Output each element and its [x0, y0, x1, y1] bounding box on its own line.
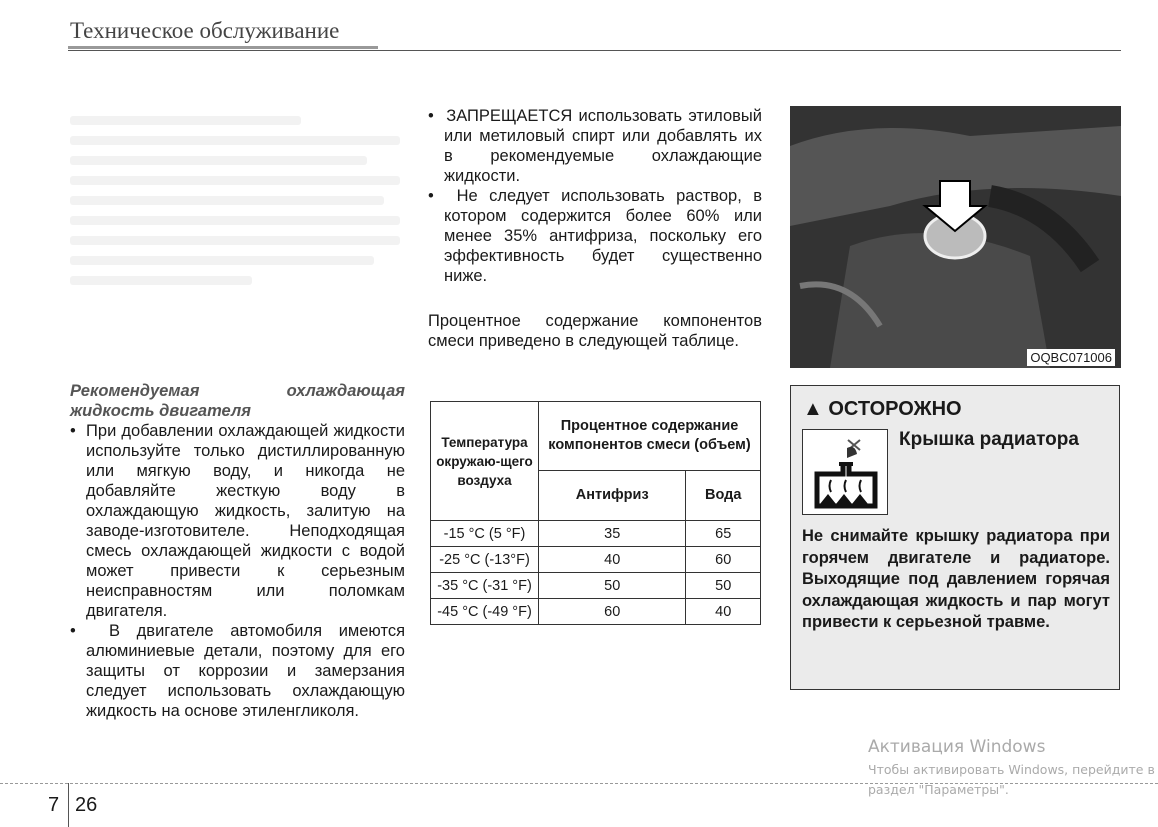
bullet-item: • Не следует использовать раствор, в котором содержится более 60% или менее 35% антифриза, поскольку его эффективность будет существенно ниже. — [428, 187, 762, 285]
coolant-table — [430, 401, 761, 625]
cell-water: 50 — [686, 573, 761, 599]
warning-title: ОСТОРОЖНО — [828, 398, 962, 420]
page-number: 26 — [75, 794, 98, 816]
bullet-text: В двигателе автомобиля имеются алюминиевые детали, поэтому для его защиты от коррозии и замерзания следует использовать охлаждающую жидкость на основе этиленгликоля. — [86, 622, 406, 720]
bullet-item: • ЗАПРЕЩАЕТСЯ использовать этиловый или метиловый спирт или добавлять их в рекомендуемые охлаждающие жидкости. — [428, 107, 762, 185]
table-intro: Процентное содержание компонентов смеси приведено в следующей таблице. — [428, 312, 762, 350]
table-row — [431, 573, 761, 599]
cell-water: 65 — [686, 521, 761, 547]
warning-heading — [803, 398, 962, 421]
table-row — [431, 547, 761, 573]
activation-title: Активация Windows — [868, 737, 1046, 757]
col-antifreeze-header: Антифриз — [539, 471, 686, 521]
middle-column — [428, 106, 762, 351]
group-header: Процентное содержание компонентов смеси (объем) — [539, 402, 761, 471]
left-column — [70, 381, 405, 721]
warning-subtitle: Крышка радиатора — [899, 429, 1079, 450]
table-row — [431, 599, 761, 625]
bullet-item: • В двигателе автомобиля имеются алюминиевые детали, поэтому для его защиты от коррозии и замерзания следует использовать охлаждающую жидкость на основе этиленгликоля. — [70, 622, 406, 720]
table-row — [431, 521, 761, 547]
bullet-text: При добавлении охлаждающей жидкости используйте только дистиллированную или мягкую воду, и никогда не добавляйте жесткую воду в охлаждающую жидкость, залитую на заводе-изготовителе. Неподходящая смесь охлаждающей жидкости с водой может привести к серьезным неисправностям или поломкам двигателя. — [86, 422, 406, 620]
page-header-title: Техническое обслуживание — [70, 18, 340, 43]
engine-illustration — [790, 106, 1121, 368]
engine-photo — [790, 106, 1121, 368]
cell-water: 60 — [686, 547, 761, 573]
header-accent — [68, 46, 378, 49]
activation-line1: Чтобы активировать Windows, перейдите в — [868, 762, 1155, 777]
photo-code: OQBC071006 — [1027, 349, 1115, 366]
cell-antifreeze: 50 — [539, 573, 686, 599]
col-water-header: Вода — [686, 471, 761, 521]
cell-antifreeze: 60 — [539, 599, 686, 625]
cell-temp: -35 °C (-31 °F) — [431, 573, 539, 599]
faded-text-block — [70, 105, 400, 355]
bullet-text: Не следует использовать раствор, в котором содержится более 60% или менее 35% антифриза, поскольку его эффективность будет существенно ниже. — [444, 187, 762, 285]
cell-temp: -25 °C (-13°F) — [431, 547, 539, 573]
chapter-number: 7 — [48, 794, 60, 816]
cell-temp: -15 °C (5 °F) — [431, 521, 539, 547]
radiator-cap-icon — [802, 429, 888, 515]
warning-triangle-icon: ▲ — [803, 398, 823, 420]
activation-line2: раздел "Параметры". — [868, 782, 1009, 797]
bullet-text: ЗАПРЕЩАЕТСЯ использовать этиловый или метиловый спирт или добавлять их в рекомендуемые охлаждающие жидкости. — [444, 107, 762, 185]
cell-antifreeze: 40 — [539, 547, 686, 573]
warning-text: Не снимайте крышку радиатора при горячем двигателе и радиаторе. Выходящие под давлением горячая охлаждающая жидкость и пар могут привести к серьезной травме. — [802, 527, 1110, 631]
cell-temp: -45 °C (-49 °F) — [431, 599, 539, 625]
header-divider — [68, 50, 1121, 51]
warning-box — [790, 385, 1120, 690]
bullet-item: • При добавлении охлаждающей жидкости используйте только дистиллированную или мягкую воду, и никогда не добавляйте жесткую воду в охлаждающую жидкость, залитую на заводе-изготовителе. Неподходящая смесь охлаждающей жидкости с водой может привести к серьезным неисправностям или поломкам двигателя. — [70, 422, 406, 620]
cell-water: 40 — [686, 599, 761, 625]
cell-antifreeze: 35 — [539, 521, 686, 547]
section-subtitle: Рекомендуемая охлаждающая жидкость двигателя — [70, 382, 405, 420]
col-temp-header: Температура окружаю-щего воздуха — [431, 402, 539, 521]
footer-vertical-line — [68, 783, 69, 827]
